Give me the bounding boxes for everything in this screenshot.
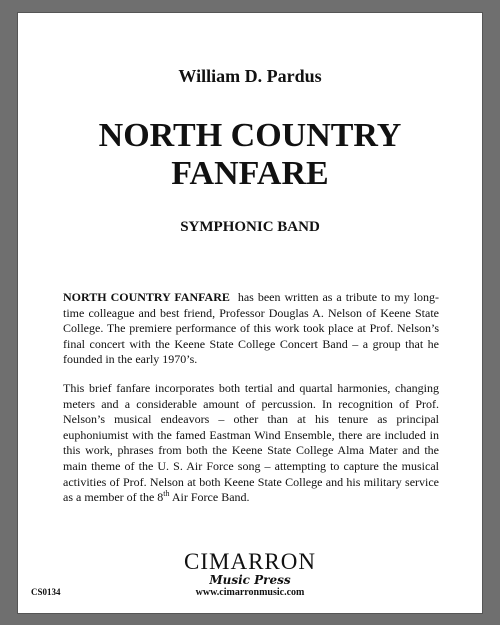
paragraph-1-text: has been written as a tribute to my long-time colleague and best friend, Professor Douglas A. Nelson of Keene State College. The premiere performance of this work took place at Prof. Nelson’s final concert with the Keene State College Concert Band – a group that he founded in the early 1970’s. xyxy=(63,290,439,367)
publisher-name: CIMARRON xyxy=(184,549,316,574)
publisher-url: www.cimarronmusic.com xyxy=(195,587,305,598)
title-line-1: NORTH COUNTRY xyxy=(98,117,402,154)
paragraph-2-text: This brief fanfare incorporates both tertial and quartal harmonies, changing meters and a considerable amount of percussion. In recognition of Prof. Nelson’s musical endeavors – other than at his tenure as principal euphoniumist with the famed Eastman Wind Ensemble, there are included in this work, phrases from both the Keene State College Alma Mater and the main theme of the U. S. Air Force song – attempting to capture the musical activities of Prof. Nelson at both Keene State College and his military service as a member of the xyxy=(63,380,439,505)
paragraph-2-ordinal-suffix: th xyxy=(163,489,170,499)
publisher-tagline: Music Press xyxy=(209,573,291,587)
paragraph-2-ordinal: 8 xyxy=(157,490,164,505)
piece-title xyxy=(18,117,482,193)
title-line-2: FANFARE xyxy=(171,155,329,192)
composer-name: William D. Pardus xyxy=(178,66,322,86)
paragraph-2-end: Air Force Band. xyxy=(171,490,250,505)
paragraph-2 xyxy=(63,381,439,506)
program-notes xyxy=(63,290,439,519)
paragraph-1 xyxy=(63,290,439,368)
ensemble-label: SYMPHONIC BAND xyxy=(180,219,320,235)
catalog-number: CS0134 xyxy=(31,587,61,597)
publisher-logo xyxy=(18,550,482,599)
score-cover-page xyxy=(18,13,482,613)
paragraph-1-lead: NORTH COUNTRY FANFARE xyxy=(63,290,230,304)
